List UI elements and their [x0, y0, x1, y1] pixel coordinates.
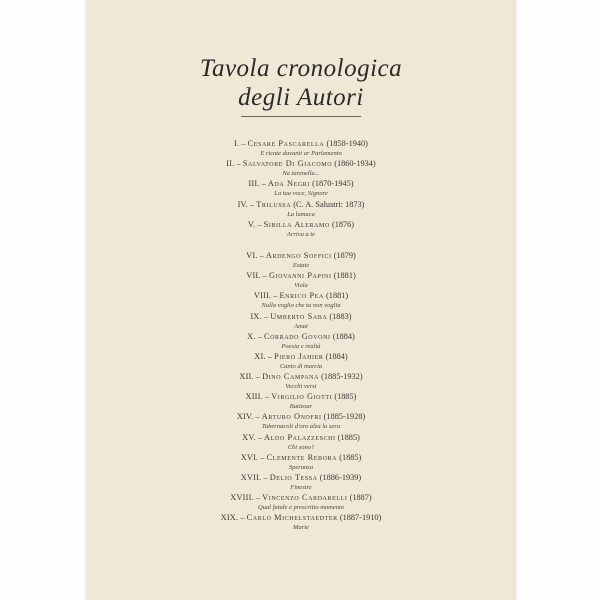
poem-title: Amai: [294, 322, 308, 330]
author-heading: [86, 179, 516, 189]
author-heading: [86, 159, 516, 169]
poem-title: Speranza: [288, 463, 314, 471]
author-entry-9: [86, 312, 516, 332]
author-list: [86, 139, 516, 534]
entry-number: III.: [248, 179, 260, 189]
author-dates: (1881): [333, 271, 356, 281]
author-dates: (1879): [333, 250, 356, 260]
author-dates: (1876): [331, 219, 355, 229]
entry-dash: –: [259, 250, 264, 260]
entry-dash: –: [257, 331, 262, 341]
entry-number: XI.: [254, 351, 266, 361]
author-dates: (1886-1939): [319, 473, 362, 482]
author-dates: (1881): [326, 291, 349, 301]
author-dates: (1885-1928): [323, 412, 366, 422]
author-dates: (1858-1940): [326, 139, 368, 148]
author-entry-18: [86, 493, 516, 513]
author-heading: [86, 220, 516, 230]
poem-title: La tua voce, Signore: [274, 190, 328, 198]
author-entry-10: [86, 332, 516, 352]
entry-number: XVII.: [240, 473, 262, 482]
author-entry-16: [86, 453, 516, 473]
author-name: Piero Jahier: [274, 351, 324, 361]
poem-title: Nulla voglio che tu non voglia: [261, 302, 341, 310]
entry-dash: –: [261, 179, 266, 189]
author-entry-17: [86, 473, 516, 493]
entry-number: VIII.: [253, 291, 272, 301]
entry-dash: –: [260, 452, 265, 462]
page-title-line2: degli Autori: [238, 84, 364, 111]
author-entry-12: [86, 372, 516, 392]
author-entry-8: [86, 291, 516, 311]
author-name: Enrico Pea: [279, 291, 324, 301]
poem-title: Na tarenella...: [282, 170, 320, 178]
author-entry-7: [86, 271, 516, 291]
author-dates: (C. A. Salustri: 1873): [293, 199, 365, 209]
author-entry-3: [86, 179, 516, 199]
author-heading: [86, 271, 516, 281]
entry-dash: –: [250, 199, 255, 209]
author-heading: [86, 332, 516, 342]
author-name: Giovanni Papini: [268, 271, 332, 281]
poem-title: Estate: [292, 261, 310, 269]
entry-number: VI.: [246, 250, 258, 260]
author-dates: (1885-1932): [321, 372, 363, 382]
author-dates: (1860-1934): [334, 159, 376, 169]
author-name: Virgilio Giotti: [271, 392, 333, 402]
author-name: Ardengo Soffici: [265, 250, 332, 260]
entry-number: II.: [226, 159, 235, 169]
author-name: Arturo Onofri: [261, 412, 322, 422]
poem-title: Viola: [294, 282, 308, 290]
entry-dash: –: [257, 432, 262, 442]
entry-dash: –: [240, 513, 245, 523]
author-entry-2: [86, 159, 516, 179]
author-heading: [86, 493, 516, 503]
author-dates: (1883): [329, 311, 352, 321]
entry-number: XVIII.: [230, 493, 254, 503]
author-name: Umberto Saba: [270, 311, 328, 321]
poem-title: E ricate davanti ar Parlamento: [260, 150, 342, 157]
entry-number: IX.: [250, 311, 262, 321]
author-entry-15: [86, 433, 516, 453]
author-name: Clemente Rebora: [266, 452, 338, 462]
entry-dash: –: [255, 372, 261, 382]
poem-title: Finestre: [290, 484, 312, 491]
author-dates: (1884): [325, 351, 348, 361]
poem-title: Poesia e realtà: [281, 342, 321, 350]
poem-title: La lumaca: [287, 210, 315, 218]
author-heading: [86, 372, 516, 382]
author-heading: [86, 453, 516, 463]
entry-number: XIV.: [236, 412, 254, 422]
entry-number: XVI.: [240, 452, 259, 462]
author-heading: [86, 291, 516, 301]
author-dates: (1887-1910): [339, 513, 382, 523]
author-entry-11: [86, 352, 516, 372]
author-dates: (1884): [332, 331, 355, 341]
author-heading: [86, 352, 516, 362]
entry-dash: –: [263, 311, 269, 321]
author-heading: [86, 473, 516, 483]
poem-title: Marie: [293, 524, 309, 532]
entry-number: XIX.: [220, 513, 239, 523]
author-entry-4: [86, 200, 516, 220]
author-entry-5: [86, 220, 516, 240]
author-heading: [86, 139, 516, 149]
author-heading: [86, 513, 516, 523]
author-name: Sibilla Aleramo: [263, 219, 330, 229]
author-heading: [86, 392, 516, 402]
entry-number: IV.: [237, 199, 248, 209]
author-name: Cesare Pascarella: [247, 139, 325, 148]
title-divider: [241, 116, 361, 117]
author-heading: [86, 433, 516, 443]
author-dates: (1870-1945): [312, 179, 354, 189]
entry-number: XIII.: [245, 392, 263, 402]
author-heading: [86, 312, 516, 322]
entry-number: X.: [247, 331, 256, 341]
author-name: Aldo Palazzeschi: [264, 432, 336, 442]
poem-title: Chi sono?: [287, 443, 315, 451]
entry-dash: –: [264, 392, 270, 402]
author-name: Salvatore Di Giacomo: [242, 159, 333, 169]
author-dates: (1885): [339, 452, 362, 462]
author-entry-6: [86, 251, 516, 271]
author-entry-14: [86, 412, 516, 432]
entry-dash: –: [255, 412, 260, 422]
entry-dash: –: [267, 351, 272, 361]
author-name: Carlo Michelstaedter: [246, 513, 338, 523]
author-entry-19: [86, 513, 516, 533]
entry-number: VII.: [246, 271, 261, 281]
poem-title: Batizoar: [289, 403, 313, 411]
poem-title: Qual fatale e prescritto momento: [257, 504, 345, 512]
entry-dash: –: [257, 219, 262, 229]
entry-number: XII.: [239, 372, 254, 382]
author-heading: [86, 412, 516, 422]
poem-title: Tabernacoli d'oro alza la sera: [261, 423, 341, 431]
entry-dash: –: [262, 271, 267, 281]
poem-title: Canto di marcia: [279, 362, 323, 370]
entry-number: I.: [234, 139, 240, 148]
author-dates: (1885): [337, 432, 360, 442]
poem-title: Arriva a te: [286, 230, 316, 238]
author-heading: [86, 251, 516, 261]
author-name: Trilussa: [256, 199, 292, 209]
author-name: Vincenzo Cardarelli: [262, 493, 348, 503]
entry-number: XV.: [242, 432, 256, 442]
author-name: Corrado Govoni: [263, 331, 331, 341]
book-page: [86, 0, 516, 600]
author-dates: (1887): [349, 493, 372, 503]
entry-dash: –: [273, 291, 278, 301]
entry-dash: –: [255, 493, 261, 503]
poem-title: Vecchi versi: [285, 383, 317, 391]
author-name: Ada Negri: [267, 179, 311, 189]
entry-dash: –: [263, 473, 268, 482]
entry-number: V.: [247, 219, 256, 229]
author-entry-1: [86, 139, 516, 159]
author-entry-13: [86, 392, 516, 412]
author-name: Dino Campana: [262, 372, 320, 382]
entry-dash: –: [241, 139, 246, 148]
author-name: Delio Tessa: [269, 473, 318, 482]
page-title-line1: Tavola cronologica: [199, 55, 403, 82]
author-dates: (1885): [334, 392, 357, 402]
author-heading: [86, 200, 516, 210]
entry-dash: –: [236, 159, 241, 169]
